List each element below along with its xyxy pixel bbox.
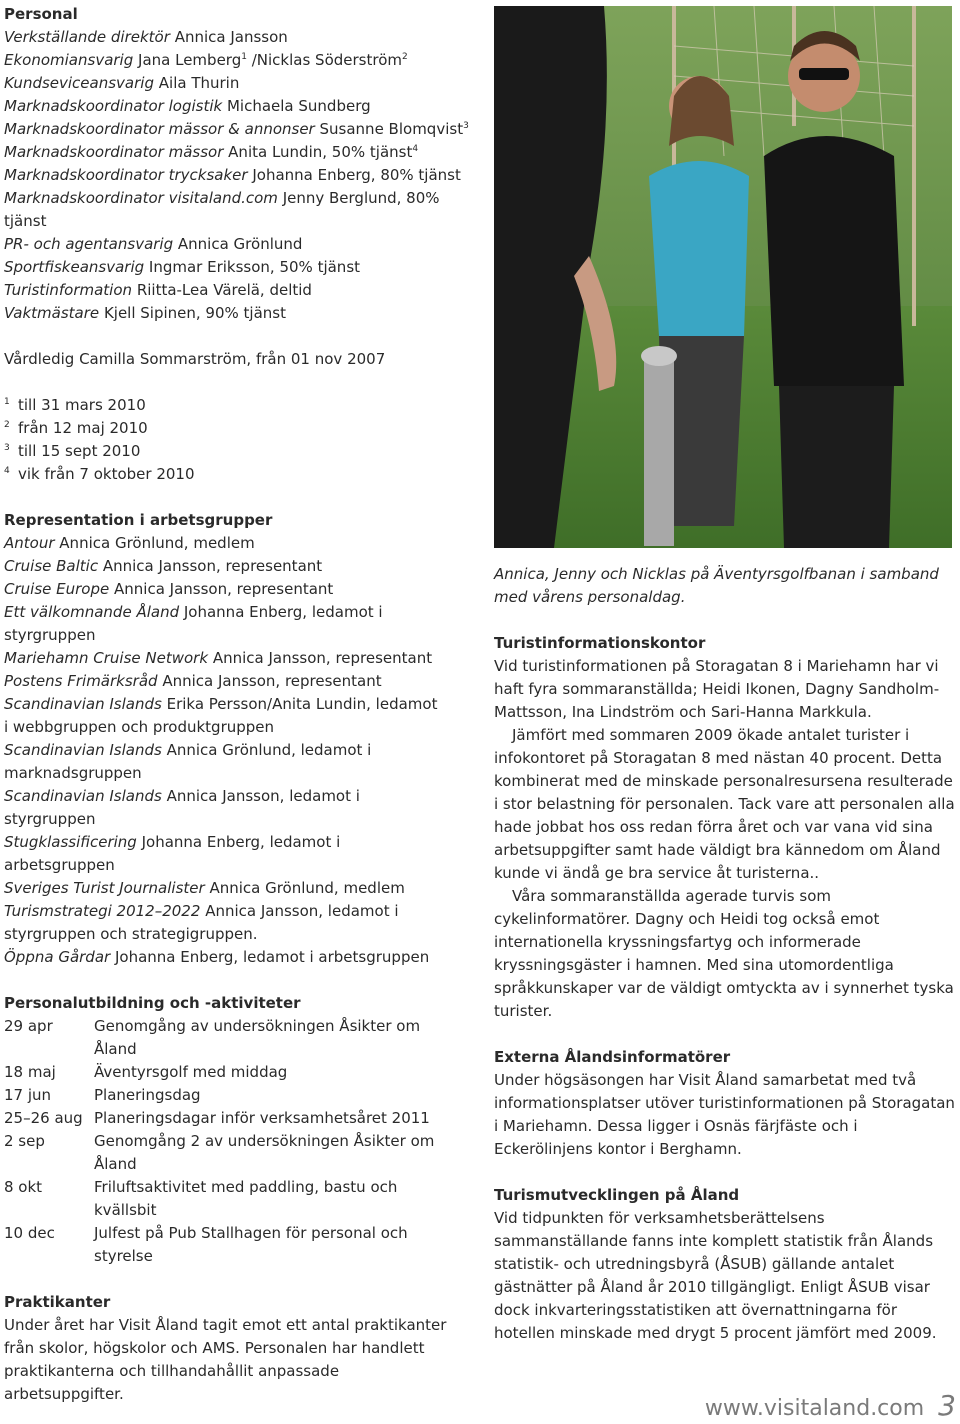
tourist-office-heading: Turistinformationskontor xyxy=(494,634,706,652)
representation-item xyxy=(4,900,444,946)
training-date: 2 sep xyxy=(4,1132,45,1150)
training-row xyxy=(4,1084,464,1107)
representation-text: Annica Grönlund, medlem xyxy=(209,879,405,897)
staff-row xyxy=(4,233,474,256)
staff-row xyxy=(4,141,474,164)
representation-text: Annica Jansson, representant xyxy=(114,580,334,598)
training-row xyxy=(4,1061,464,1084)
footnote-text: till 15 sept 2010 xyxy=(18,442,141,460)
page-footer xyxy=(705,1389,956,1422)
representation-org: Cruise Europe xyxy=(4,580,110,598)
footnote-ref: 4 xyxy=(412,144,419,154)
footnote-text: från 12 maj 2010 xyxy=(18,419,148,437)
training-text: Julfest på Pub Stallhagen för personal och styrelse xyxy=(94,1224,408,1265)
footnote: 3 till 15 sept 2010 xyxy=(4,442,141,460)
staff-role: Ekonomiansvarig xyxy=(4,51,134,69)
tourist-office-p1: Vid turistinformationen på Storagatan 8 i Mariehamn har vi haft fyra sommaranställda; Heidi Ikonen, Dagny Sandholm-Mattsson, Ina Lindström och Sari-Hanna Markkula. xyxy=(494,657,940,721)
footer-url[interactable]: www.visitaland.com xyxy=(704,1396,925,1421)
training-row xyxy=(4,1107,464,1130)
footnotes xyxy=(4,394,474,486)
training-row xyxy=(4,1130,464,1176)
staff-row xyxy=(4,95,474,118)
training-row xyxy=(4,1222,464,1268)
representation-item xyxy=(4,555,444,578)
training-list xyxy=(4,1015,464,1268)
staff-row xyxy=(4,279,474,302)
care-leave: Vårdledig Camilla Sommarström, från 01 nov 2007 xyxy=(4,350,386,368)
training-text: Friluftsaktivitet med paddling, bastu och kvällsbit xyxy=(94,1178,398,1219)
staff-name: Ingmar Eriksson, 50% tjänst xyxy=(148,258,361,276)
development-heading: Turismutvecklingen på Åland xyxy=(494,1186,740,1204)
representation-org: Turismstrategi 2012–2022 xyxy=(4,902,201,920)
staff-role: Marknadskoordinator visitaland.com xyxy=(4,189,278,207)
representation-text: Annica Jansson, ledamot i styrgruppen och strategigruppen. xyxy=(4,902,404,943)
footnote-text: vik från 7 oktober 2010 xyxy=(18,465,195,483)
training-text: Genomgång 2 av undersökningen Åsikter om Åland xyxy=(94,1132,435,1173)
representation-org: Öppna Gårdar xyxy=(4,948,111,966)
external-text: Under högsäsongen har Visit Åland samarbetat med två informationsplatser utöver turistinformationen på Storagatan i Mariehamn. Dessa ligger i Osnäs färjfäste och i Eckerölinjens kontor i Berghamn. xyxy=(494,1071,955,1158)
footnote: 4 vik från 7 oktober 2010 xyxy=(4,465,195,483)
training-date: 10 dec xyxy=(4,1224,55,1242)
representation-text: Annica Grönlund, medlem xyxy=(59,534,255,552)
representation-text: Annica Jansson, representant xyxy=(162,672,382,690)
representation-text: Annica Jansson, representant xyxy=(102,557,323,575)
representation-item xyxy=(4,693,444,739)
representation-org: Sveriges Turist Journalister xyxy=(4,879,205,897)
representation-item xyxy=(4,831,444,877)
representation-org: Scandinavian Islands xyxy=(4,787,162,805)
page-number: 3 xyxy=(938,1389,956,1422)
representation-item xyxy=(4,601,444,647)
tourist-office-p2: Jämfört med sommaren 2009 ökade antalet turister i infokontoret på Storagatan 8 med nästan 40 procent. Detta kombinerat med de minskade personalresursena resulterade i stor belastning för personalen. Tack vare att personalen alla hade jobbat hos oss redan förra året och var vana vid sina arbetsuppgifter samt hade väldigt bra kännedom om Åland kunde vi ändå ge bra service åt turisterna.. xyxy=(494,726,955,882)
staff-name: Jana Lemberg xyxy=(138,51,242,69)
staff-role: PR- och agentansvarig xyxy=(4,235,174,253)
training-date: 18 maj xyxy=(4,1063,56,1081)
photo-caption: Annica, Jenny och Nicklas på Äventyrsgolfbanan i samband med vårens personaldag. xyxy=(494,565,939,606)
training-text: Planeringsdag xyxy=(94,1086,201,1104)
staff-name: Jenny Berglund, 80% tjänst xyxy=(4,189,445,230)
representation-text: Annica Jansson, ledamot i styrgruppen xyxy=(4,787,365,828)
staff-name: Johanna Enberg, 80% tjänst xyxy=(252,166,461,184)
representation-org: Mariehamn Cruise Network xyxy=(4,649,209,667)
staff-role: Marknadskoordinator logistik xyxy=(4,97,223,115)
representation-text: Johanna Enberg, ledamot i arbetsgruppen xyxy=(4,833,346,874)
representation-org: Postens Frimärksråd xyxy=(4,672,158,690)
staff-name: Aila Thurin xyxy=(158,74,240,92)
staff-row xyxy=(4,164,474,187)
staff-name-2: /Nicklas Söderström xyxy=(246,51,402,69)
representation-text: Annica Jansson, representant xyxy=(212,649,433,667)
tourist-office-p3: Våra sommaranställda agerade turvis som cykelinformatörer. Dagny och Heidi tog också emot internationella kryssningsfartyg och informerade kryssningsgäster i hamnen. Med sina utomordentliga språkkunskaper var de väldigt omtyckta av i synnerhet tyska turister. xyxy=(494,887,954,1020)
training-text: Planeringsdagar inför verksamhetsåret 2011 xyxy=(94,1109,430,1127)
interns-text: Under året har Visit Åland tagit emot ett antal praktikanter från skolor, högskolor och AMS. Personalen har handlett praktikanterna och tillhandahållit anpassade arbetsuppgifter. xyxy=(4,1316,447,1403)
training-row xyxy=(4,1015,464,1061)
external-heading: Externa Ålandsinformatörer xyxy=(494,1048,731,1066)
representation-heading: Representation i arbetsgrupper xyxy=(4,511,273,529)
training-row xyxy=(4,1176,464,1222)
development-text: Vid tidpunkten för verksamhetsberättelsens sammanställande fanns inte komplett statistik från Ålands statistik- och utredningsbyrå (ÅSUB) gällande antalet gästnätter på Åland år 2010 tillgängligt. Enligt ÅSUB visar dock inkvarteringsstatistiken att övernattningarna för hotellen minskade med drygt 5 procent jämfört med 2009. xyxy=(494,1209,937,1342)
representation-item xyxy=(4,877,444,900)
representation-item xyxy=(4,670,444,693)
representation-text: Erika Persson/Anita Lundin, ledamot i webbgruppen och produktgruppen xyxy=(4,695,443,736)
representation-org: Scandinavian Islands xyxy=(4,695,162,713)
representation-text: Johanna Enberg, ledamot i arbetsgruppen xyxy=(114,948,430,966)
training-date: 29 apr xyxy=(4,1017,53,1035)
representation-item xyxy=(4,578,444,601)
training-text: Äventyrsgolf med middag xyxy=(94,1063,288,1081)
footnote-ref: 1 xyxy=(241,52,247,62)
representation-org: Stugklassificering xyxy=(4,833,137,851)
footnote-ref: 3 xyxy=(463,121,469,131)
representation-org: Antour xyxy=(4,534,55,552)
staff-row xyxy=(4,302,474,325)
training-heading: Personalutbildning och -aktiviteter xyxy=(4,994,301,1012)
representation-item xyxy=(4,946,444,969)
training-text: Genomgång av undersökningen Åsikter om Åland xyxy=(94,1017,421,1058)
staff-name: Anita Lundin, 50% tjänst xyxy=(228,143,413,161)
staff-photo xyxy=(494,6,952,548)
staff-role: Vaktmästare xyxy=(4,304,100,322)
staff-name: Riitta-Lea Värelä, deltid xyxy=(136,281,312,299)
left-column xyxy=(4,3,474,1406)
representation-item xyxy=(4,785,444,831)
staff-role: Marknadskoordinator mässor & annonser xyxy=(4,120,315,138)
representation-list xyxy=(4,532,444,969)
footnote: 2 från 12 maj 2010 xyxy=(4,419,148,437)
representation-org: Scandinavian Islands xyxy=(4,741,162,759)
training-date: 17 jun xyxy=(4,1086,52,1104)
representation-item xyxy=(4,647,444,670)
right-column xyxy=(494,563,956,1345)
staff-list xyxy=(4,26,474,325)
footnote: 1 till 31 mars 2010 xyxy=(4,396,146,414)
staff-row xyxy=(4,256,474,279)
staff-name: Kjell Sipinen, 90% tjänst xyxy=(103,304,286,322)
training-date: 8 okt xyxy=(4,1178,43,1196)
training-date: 25–26 aug xyxy=(4,1109,83,1127)
footnote-ref: 2 xyxy=(402,52,408,62)
staff-name: Susanne Blomqvist xyxy=(319,120,464,138)
representation-item xyxy=(4,532,444,555)
staff-name: Annica Jansson xyxy=(174,28,288,46)
staff-role: Kundseviceansvarig xyxy=(4,74,154,92)
personal-heading: Personal xyxy=(4,5,78,23)
footnote-text: till 31 mars 2010 xyxy=(18,396,146,414)
staff-role: Marknadskoordinator trycksaker xyxy=(4,166,248,184)
staff-name: Annica Grönlund xyxy=(177,235,303,253)
interns-heading: Praktikanter xyxy=(4,1293,111,1311)
representation-org: Ett välkomnande Åland xyxy=(4,603,180,621)
staff-row xyxy=(4,72,474,95)
representation-item xyxy=(4,739,444,785)
staff-row xyxy=(4,49,474,72)
staff-row xyxy=(4,26,474,49)
representation-text: Johanna Enberg, ledamot i styrgruppen xyxy=(4,603,388,644)
staff-role: Verkställande direktör xyxy=(4,28,170,46)
representation-org: Cruise Baltic xyxy=(4,557,99,575)
staff-row xyxy=(4,118,474,141)
staff-role: Turistinformation xyxy=(4,281,133,299)
representation-text: Annica Grönlund, ledamot i marknadsgruppen xyxy=(4,741,377,782)
staff-row xyxy=(4,187,474,233)
staff-role: Marknadskoordinator mässor xyxy=(4,143,224,161)
staff-name: Michaela Sundberg xyxy=(226,97,371,115)
staff-role: Sportfiskeansvarig xyxy=(4,258,145,276)
